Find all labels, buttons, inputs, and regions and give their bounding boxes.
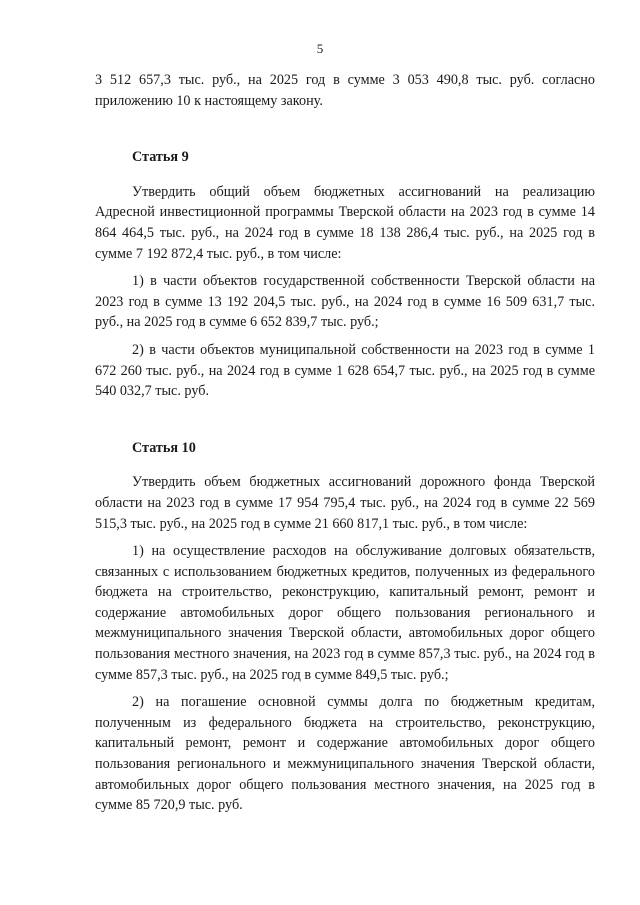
- article-9-item-1: 1) в части объектов государственной собственности Тверской области на 2023 год в сумме 13 192 204,5 тыс. руб., на 2024 год в сумме 16 509 631,7 тыс. руб., на 2025 год в сумме 6 652 839,7 тыс. руб.;: [95, 273, 595, 331]
- article-9-main-paragraph: Утвердить общий объем бюджетных ассигнований на реализацию Адресной инвестиционной программы Тверской области на 2023 год в сумме 14 864 464,5 тыс. руб., на 2024 год в сумме 18 138 286,4 тыс. руб., на 2025 год в сумме 7 192 872,4 тыс. руб., в том числе:: [95, 183, 595, 262]
- article-10-item-1: 1) на осуществление расходов на обслуживание долговых обязательств, связанных с использованием бюджетных кредитов, полученных из федерального бюджета на строительство, реконструкцию, капитальный ремонт, ремонт и содержание автомобильных дорог общего пользования регионального и межмуниципального значения Тверской области, автомобильных дорог общего пользования местного значения, на 2023 год в сумме 857,3 тыс. руб., на 2024 год в сумме 857,3 тыс. руб., на 2025 год в сумме 849,5 тыс. руб.;: [95, 543, 595, 683]
- article-10-item-2: 2) на погашение основной суммы долга по бюджетным кредитам, полученным из федерального бюджета на строительство, реконструкцию, капитальный ремонт, ремонт и содержание автомобильных дорог общего пользования регионального и межмуниципального значения Тверской области, автомобильных дорог общего пользования местного значения, на 2025 год в сумме 85 720,9 тыс. руб.: [95, 694, 595, 814]
- article-10-main-paragraph: Утвердить объем бюджетных ассигнований дорожного фонда Тверской области на 2023 год в сумме 17 954 795,4 тыс. руб., на 2024 год в сумме 22 569 515,3 тыс. руб., на 2025 год в сумме 21 660 817,1 тыс. руб., в том числе:: [95, 474, 595, 532]
- article-9-title: Статья 9: [132, 149, 189, 166]
- document-body: [95, 70, 595, 816]
- intro-paragraph: 3 512 657,3 тыс. руб., на 2025 год в сумме 3 053 490,8 тыс. руб. согласно приложению 10 к настоящему закону.: [95, 72, 595, 109]
- article-10-title: Статья 10: [132, 439, 196, 456]
- article-9-item-2: 2) в части объектов муниципальной собственности на 2023 год в сумме 1 672 260 тыс. руб., на 2024 год в сумме 1 628 654,7 тыс. руб., на 2025 год в сумме 540 032,7 тыс. руб.: [95, 341, 595, 400]
- page-number: 5: [316, 41, 324, 56]
